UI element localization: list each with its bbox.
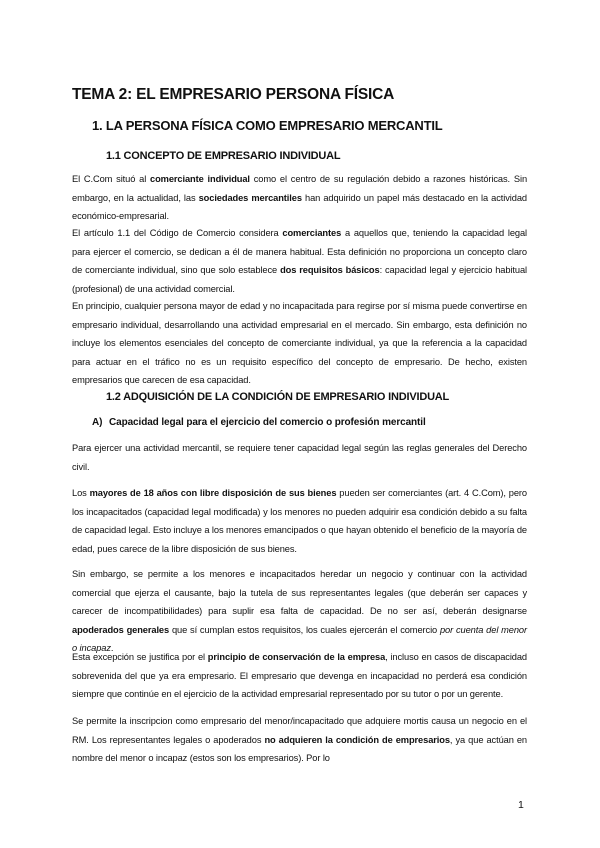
bold-term: comerciantes (282, 228, 342, 238)
paragraph-4: Para ejercer una actividad mercantil, se requiere tener capacidad legal según las reglas generales del Derecho civil. (72, 443, 527, 472)
subsection-heading-1-1: 1.1 CONCEPTO DE EMPRESARIO INDIVIDUAL (106, 150, 341, 162)
paragraph-3: En principio, cualquier persona mayor de edad y no incapacitada para regirse por sí misma puede convertirse en empresario individual, desarrollando una actividad empresarial en el mercado. Sin embargo, esta definición no incluye los elementos esenciales del concepto de comerciante individual, ya que la referencia a la capacidad para actuar en el tráfico no es un requisito específico del concepto de empresario. De hecho, existen empresarios que carecen de esa capacidad. (72, 301, 527, 386)
subheading-a (92, 417, 532, 428)
paragraph-2: El artículo 1.1 del Código de Comercio considera comerciantes a aquellos que, teniendo la capacidad legal para ejercer el comercio, se dedican a él de manera habitual. Esta definición no proporciona un concepto claro de comerciante individual, sino que solo establece dos requisitos básicos: capacidad legal y ejercicio habitual (profesional) de una actividad comercial. (72, 228, 527, 294)
document-title: TEMA 2: EL EMPRESARIO PERSONA FÍSICA (72, 86, 395, 103)
paragraph-8: Se permite la inscripcion como empresario del menor/incapacitado que adquiere mortis causa un negocio en el RM. Los representantes legales o apoderados no adquieren la condición de empresarios, ya que actúan en nombre del menor o incapaz (estos son los empresarios). Por lo (72, 716, 527, 764)
paragraph-1: El C.Com situó al comerciante individual como el centro de su regulación debido a razones históricas. Sin embargo, en la actualidad, las sociedades mercantiles han adquirido un papel más destacado en la actividad económico-empresarial. (72, 174, 528, 222)
subsection-heading-1-2: 1.2 ADQUISICIÓN DE LA CONDICIÓN DE EMPRESARIO INDIVIDUAL (106, 391, 450, 403)
bold-term: comerciante individual (150, 174, 250, 184)
bold-term: mayores de 18 años con libre disposición de sus bienes (89, 488, 337, 498)
section-heading-1: 1. LA PERSONA FÍSICA COMO EMPRESARIO MERCANTIL (92, 118, 443, 133)
bold-term: dos requisitos básicos (280, 265, 380, 276)
bold-term: principio de conservación de la empresa (207, 652, 386, 662)
list-marker: A) (92, 417, 103, 428)
paragraph-7: Esta excepción se justifica por el principio de conservación de la empresa, incluso en casos de discapacidad sobrevenida del que ya era empresario. El empresario que devenga en incapacidad no perderá esa condición siempre que continúe en el ejercicio de la actividad empresarial representado por su tutor o por un gerente. (72, 652, 527, 700)
paragraph-5: Los mayores de 18 años con libre disposición de sus bienes pueden ser comerciantes (art. 4 C.Com), pero los incapacitados (capacidad legal modificada) y los menores no pueden adquirir esa condición debido a su falta de capacidad legal. Esto incluye a los menores emancipados o que hayan obtenido el beneficio de la mayoría de edad, pues carece de la libre disposición de sus bienes. (72, 488, 527, 554)
bold-term: sociedades mercantiles (198, 192, 302, 203)
paragraph-6: Sin embargo, se permite a los menores e incapacitados heredar un negocio y continuar con la actividad comercial que ejerza el causante, bajo la tutela de sus representantes legales (que deberán ser capaces y carecer de incompatibilidades) para suplir esa falta de capacidad. De no ser así, deberán designarse apoderados generales que sí cumplan estos requisitos, los cuales ejercerán el comercio por cuenta del menor o incapaz. (72, 569, 527, 654)
bold-term: no adquieren la condición de empresarios (264, 734, 450, 745)
bold-term: apoderados generales (72, 624, 170, 635)
page-number: 1 (518, 799, 524, 811)
subheading-text: Capacidad legal para el ejercicio del comercio o profesión mercantil (109, 417, 426, 428)
italic-phrase: por cuenta del menor o incapaz (72, 624, 527, 654)
